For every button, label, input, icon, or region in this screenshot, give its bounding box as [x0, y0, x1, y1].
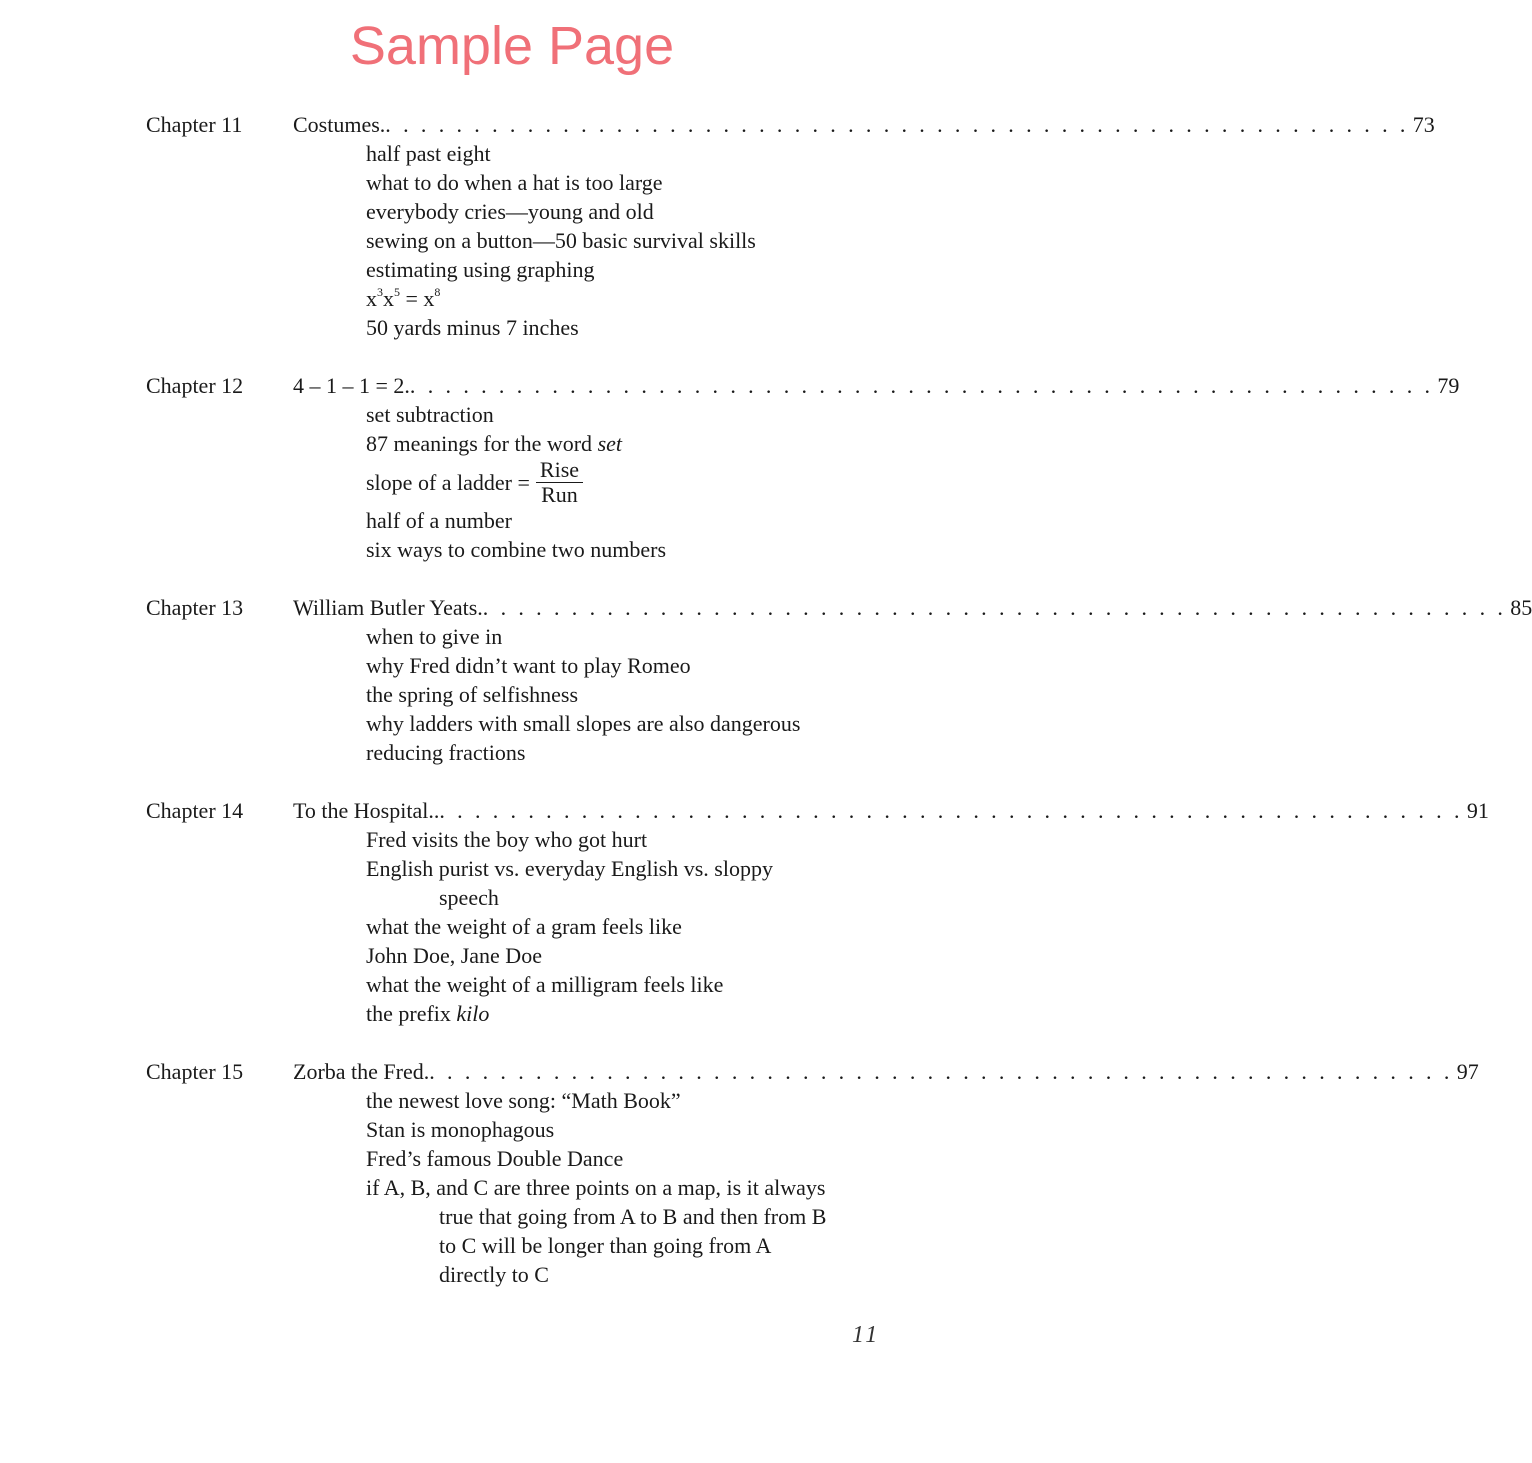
- chapter-page-number: 73: [1412, 112, 1435, 137]
- chapter-page-number: 85: [1510, 595, 1532, 620]
- chapter-entry-11: [146, 110, 1435, 342]
- chapter-entry-15: [146, 1057, 1479, 1289]
- chapter-heading: [146, 1057, 1479, 1086]
- topic-item: estimating using graphing: [366, 257, 595, 282]
- chapter-title: Zorba the Fred.: [293, 1059, 430, 1084]
- topic-item: half past eight: [366, 141, 491, 166]
- dot-leader: . . . . . . . . . . . . . . . . . . . . . . . . . . . . . . . . . . . . . . . . . . . . . . . . . . . . . . . . . .: [385, 112, 1409, 137]
- chapter-title: 4 – 1 – 1 = 2.: [293, 373, 410, 398]
- topic-list: [146, 825, 878, 1028]
- topic-item: [146, 1173, 878, 1289]
- topic-item: the newest love song: “Math Book”: [366, 1088, 681, 1113]
- topic-text: slope of a ladder =: [366, 469, 530, 495]
- chapter-label: Chapter 13: [146, 595, 244, 620]
- topic-item: why Fred didn’t want to play Romeo: [366, 653, 691, 678]
- topic-continuation: true that going from A to B and then from B: [439, 1204, 827, 1229]
- topic-item: Fred’s famous Double Dance: [366, 1146, 624, 1171]
- topic-list: [146, 622, 878, 767]
- chapter-entry-12: [146, 371, 1460, 564]
- page-number: 11: [852, 1322, 881, 1348]
- chapter-heading: [146, 796, 1489, 825]
- topic-continuation: speech: [439, 885, 499, 910]
- dot-leader: . . . . . . . . . . . . . . . . . . . . . . . . . . . . . . . . . . . . . . . . . . . . . . . . . . . . . . . . . .: [482, 595, 1507, 620]
- chapter-page-number: 91: [1466, 798, 1489, 823]
- topic-item: reducing fractions: [366, 740, 526, 765]
- topic-item-slope-formula: [146, 458, 878, 506]
- formula-exponent: 8: [434, 284, 441, 299]
- formula-exponent: 5: [394, 284, 400, 299]
- topic-item: everybody cries—young and old: [366, 199, 654, 224]
- topic-item: sewing on a button—50 basic survival skills: [366, 228, 756, 253]
- chapter-heading: [146, 371, 1460, 400]
- topic-list: [146, 400, 878, 564]
- topic-line: if A, B, and C are three points on a map, is it always: [366, 1175, 826, 1200]
- topic-item: why ladders with small slopes are also dangerous: [366, 711, 801, 736]
- dot-leader: . . . . . . . . . . . . . . . . . . . . . . . . . . . . . . . . . . . . . . . . . . . . . . . . . . . . . . . . . .: [439, 798, 1463, 823]
- topic-continuation: to C will be longer than going from A: [439, 1233, 772, 1258]
- topic-item: [146, 429, 878, 458]
- topic-item: [146, 854, 878, 912]
- sample-page-watermark: Sample Page: [349, 16, 675, 76]
- formula-exponent: 3: [377, 284, 383, 299]
- chapter-entry-14: [146, 796, 1489, 1028]
- topic-italic-word: set: [597, 431, 623, 456]
- chapter-heading: [146, 110, 1435, 139]
- chapter-page-number: 79: [1437, 373, 1460, 398]
- chapter-title: Costumes.: [293, 112, 386, 137]
- topic-list: [146, 1086, 878, 1289]
- chapter-label: Chapter 14: [146, 798, 244, 823]
- chapter-title: To the Hospital..: [293, 798, 440, 823]
- topic-text: the prefix: [366, 1001, 457, 1026]
- fraction-numerator: Rise: [536, 459, 583, 483]
- chapter-heading: [146, 593, 1532, 622]
- chapter-entry-13: [146, 593, 1532, 767]
- topic-list: [146, 139, 878, 342]
- chapter-label: Chapter 11: [146, 112, 243, 137]
- topic-item: Stan is monophagous: [366, 1117, 555, 1142]
- topic-item: John Doe, Jane Doe: [366, 943, 542, 968]
- topic-item: set subtraction: [366, 402, 494, 427]
- chapter-page-number: 97: [1456, 1059, 1479, 1084]
- topic-item: Fred visits the boy who got hurt: [366, 827, 648, 852]
- topic-item: six ways to combine two numbers: [366, 537, 667, 562]
- topic-text: 87 meanings for the word: [366, 431, 598, 456]
- fraction-denominator: Run: [541, 481, 578, 507]
- topic-italic-word: kilo: [456, 1001, 490, 1026]
- formula-base: x: [366, 286, 377, 311]
- topic-line: English purist vs. everyday English vs. sloppy: [366, 856, 773, 881]
- chapter-title: William Butler Yeats.: [293, 595, 483, 620]
- topic-item: 50 yards minus 7 inches: [366, 315, 579, 340]
- formula-result: = x: [400, 286, 435, 311]
- topic-item: what to do when a hat is too large: [366, 170, 663, 195]
- topic-item: [146, 999, 878, 1028]
- dot-leader: . . . . . . . . . . . . . . . . . . . . . . . . . . . . . . . . . . . . . . . . . . . . . . . . . . . . . . . . . .: [409, 373, 1434, 398]
- topic-item: when to give in: [366, 624, 503, 649]
- topic-item-exponent-formula: [146, 284, 878, 313]
- topic-item: what the weight of a gram feels like: [366, 914, 682, 939]
- table-of-contents: [146, 110, 1532, 1318]
- dot-leader: . . . . . . . . . . . . . . . . . . . . . . . . . . . . . . . . . . . . . . . . . . . . . . . . . . . . . . . . . .: [429, 1059, 1453, 1084]
- chapter-label: Chapter 12: [146, 373, 244, 398]
- topic-item: what the weight of a milligram feels like: [366, 972, 724, 997]
- chapter-label: Chapter 15: [146, 1059, 244, 1084]
- topic-continuation: directly to C: [439, 1262, 549, 1287]
- fraction: [536, 456, 583, 507]
- topic-item: the spring of selfishness: [366, 682, 579, 707]
- formula-base: x: [383, 286, 394, 311]
- topic-item: half of a number: [366, 508, 512, 533]
